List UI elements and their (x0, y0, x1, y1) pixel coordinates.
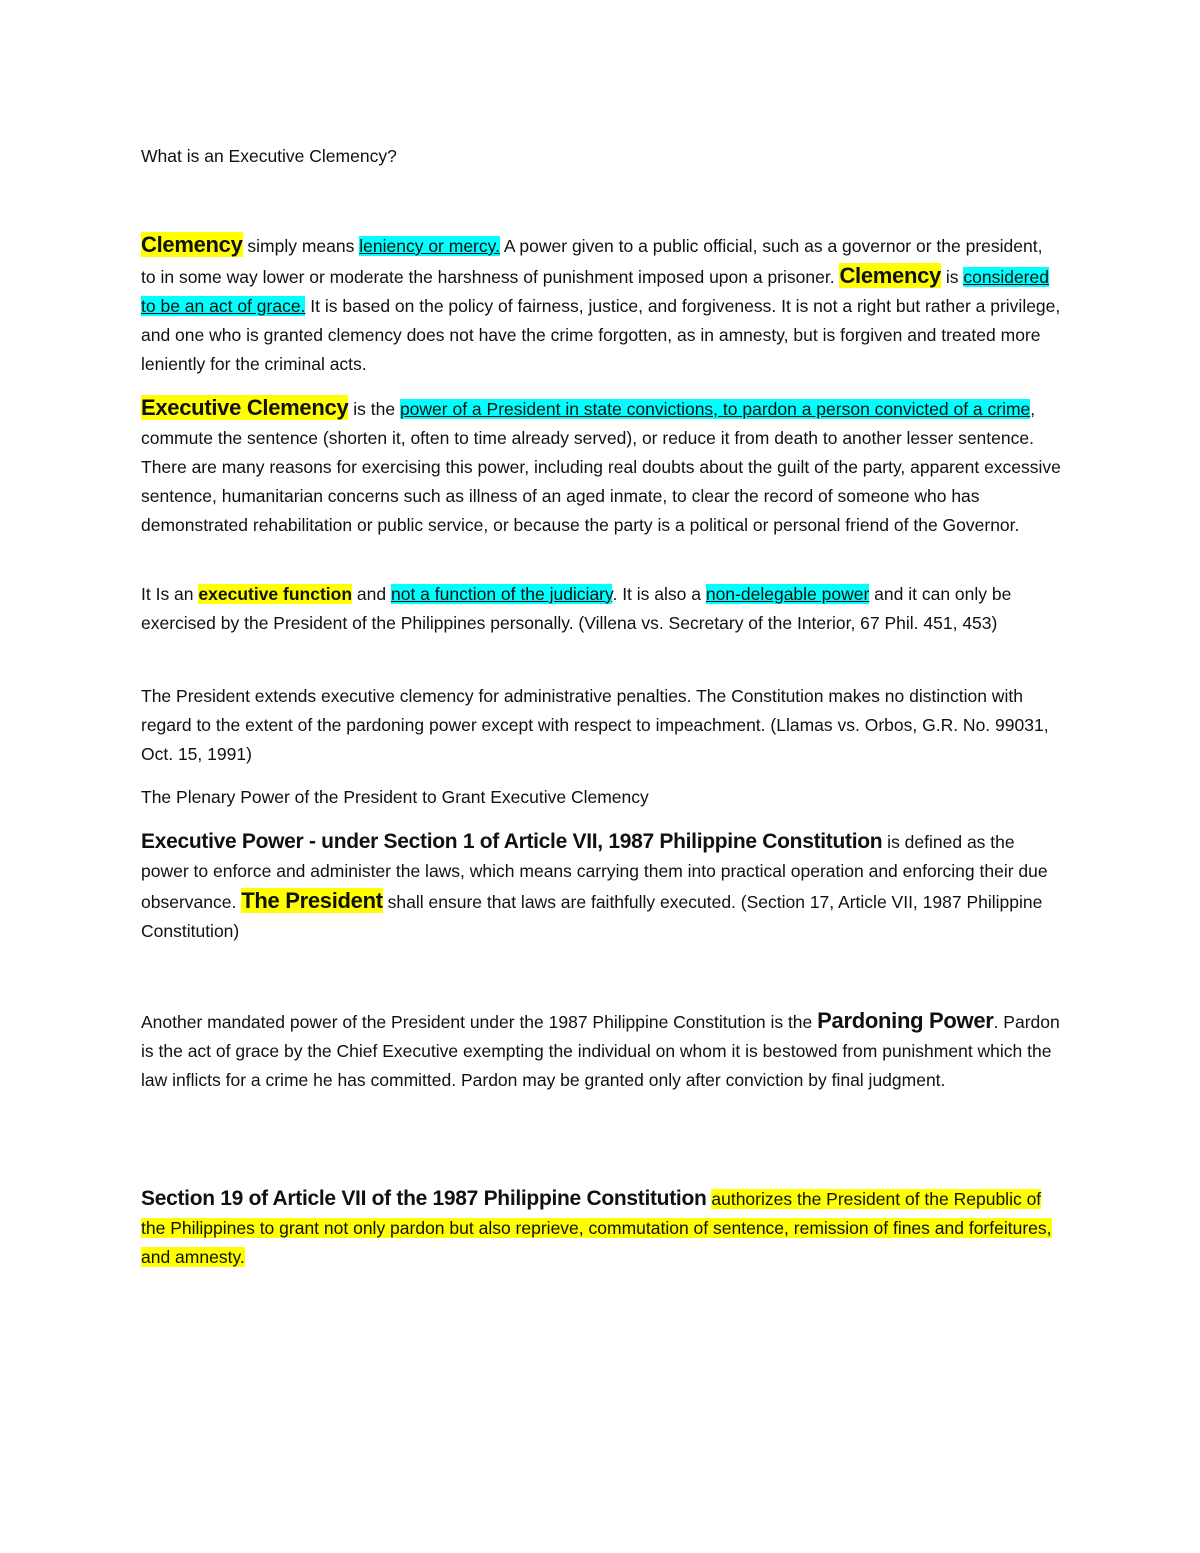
paragraph-executive-clemency: Executive Clemency is the power of a President in state convictions, to pardon a person convicted of a crime, commute the sentence (shorten it, often to time already served), or reduce it from death to another lesser sentence. There are many reasons for exercising this power, including real doubts about the guilt of the party, apparent excessive sentence, humanitarian concerns such as illness of an aged inmate, to clear the record of someone who has demonstrated rehabilitation or public service, or because the party is a political or personal friend of the Governor. (141, 395, 1061, 535)
paragraph-administrative-penalties: The President extends executive clemency for administrative penalties. The Constitution makes no distinction with regard to the extent of the pardoning power except with respect to impeachment. (Llamas vs. Orbos, G.R. No. 99031, Oct. 15, 1991) (141, 686, 1049, 764)
highlight-leniency: leniency or mercy. (359, 236, 500, 256)
term-executive-power: Executive Power - under Section 1 of Article VII, 1987 Philippine Constitution (141, 830, 883, 853)
document-title: What is an Executive Clemency? (141, 146, 397, 166)
paragraph-clemency-definition: Clemency simply means leniency or mercy. A power given to a public official, such as a governor or the president, to in some way lower or moderate the harshness of punishment imposed upon a prisoner. Clemency is considered to be an act of grace. It is based on the policy of fairness, justice, and forgiveness. It is not a right but rather a privilege, and one who is granted clemency does not have the crime forgotten, as in amnesty, but is forgiven and treated more leniently for the criminal acts. (141, 232, 1061, 374)
highlight-power-of-president: power of a President in state convictions, to pardon a person convicted of a crime (399, 399, 1031, 419)
paragraph-pardoning-power: Another mandated power of the President under the 1987 Philippine Constitution is the Pardoning Power. Pardon is the act of grace by the Chief Executive exempting the individual on whom it is bestowed from punishment which the law inflicts for a crime he has committed. Pardon may be granted only after conviction by final judgment. (141, 1008, 1060, 1090)
paragraph-section-19 (141, 1184, 1061, 1272)
term-clemency: Clemency (141, 232, 243, 257)
term-executive-clemency: Executive Clemency (141, 395, 349, 420)
term-pardoning-power: Pardoning Power (817, 1008, 994, 1033)
highlight-act-of-grace: considered to be an act of grace. (141, 267, 1049, 316)
paragraph-plenary-power-heading: The Plenary Power of the President to Grant Executive Clemency (141, 787, 649, 807)
term-clemency-2: Clemency (839, 263, 941, 288)
highlight-authorizes: authorizes the President of the Republic of the Philippines to grant not only pardon but also reprieve, commutation of sentence, remission of fines and forfeitures, and amnesty. (141, 1189, 1052, 1267)
term-executive-function: executive function (198, 584, 353, 604)
highlight-not-judiciary: not a function of the judiciary (390, 584, 613, 604)
term-the-president: The President (241, 888, 383, 913)
paragraph-executive-power: Executive Power - under Section 1 of Article VII, 1987 Philippine Constitution is defined as the power to enforce and administer the laws, which means carrying them into practical operation and enforcing their due observance. The President shall ensure that laws are faithfully executed. (Section 17, Article VII, 1987 Philippine Constitution) (141, 830, 1048, 941)
highlight-non-delegable: non-delegable power (705, 584, 870, 604)
paragraph-executive-function: It Is an executive function and not a function of the judiciary. It is also a non-delegable power and it can only be exercised by the President of the Philippines personally. (Villena vs. Secretary of the Interior, 67 Phil. 451, 453) (141, 584, 1012, 633)
term-section-19: Section 19 of Article VII of the 1987 Philippine Constitution (141, 1187, 707, 1210)
